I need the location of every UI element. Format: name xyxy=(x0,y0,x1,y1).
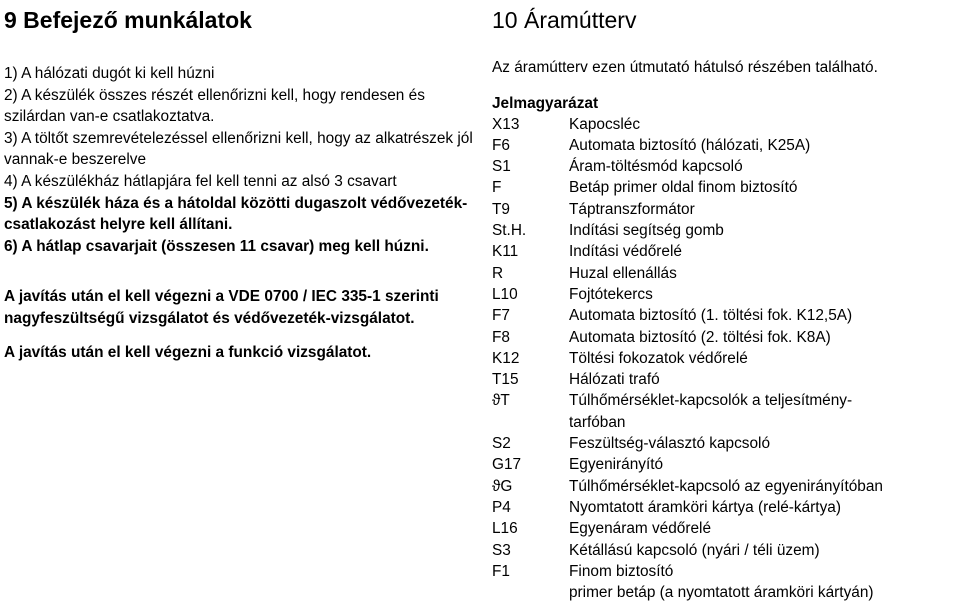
legend-description-line: Betáp primer oldal finom biztosító xyxy=(569,179,798,197)
legend-code: ϑT xyxy=(492,392,510,410)
legend-description-line: Huzal ellenállás xyxy=(569,264,677,282)
legend-row xyxy=(492,305,960,326)
legend-code: F xyxy=(492,179,502,197)
finishing-work-section xyxy=(4,0,474,363)
legend-code: ϑG xyxy=(492,477,513,495)
legend-code: K11 xyxy=(492,243,519,261)
legend-description xyxy=(569,177,960,198)
legend-row xyxy=(492,433,960,454)
legend-description xyxy=(569,305,960,326)
legend-code: P4 xyxy=(492,498,511,516)
legend-row xyxy=(492,327,960,348)
legend-row xyxy=(492,348,960,369)
legend-row xyxy=(492,561,960,604)
legend-row xyxy=(492,284,960,305)
legend-description xyxy=(569,497,960,518)
legend-description xyxy=(569,199,960,220)
legend-description xyxy=(569,540,960,561)
legend-code: K12 xyxy=(492,349,520,367)
legend-description-line: Egyenirányító xyxy=(569,456,664,474)
legend-description-line: Egyenáram védőrelé xyxy=(569,520,712,538)
legend-description xyxy=(569,114,960,135)
legend-row xyxy=(492,390,960,433)
legend-description xyxy=(569,284,960,305)
legend-description-line: Fojtótekercs xyxy=(569,285,653,303)
legend-description-line: Töltési fokozatok védőrelé xyxy=(569,349,748,367)
legend-description-line: Automata biztosító (1. töltési fok. K12,5A) xyxy=(569,307,853,325)
legend-code: L10 xyxy=(492,285,518,303)
legend-row xyxy=(492,369,960,390)
legend-code: S2 xyxy=(492,435,511,453)
step-1: 1) A hálózati dugót ki kell húzni xyxy=(4,65,215,82)
legend-row xyxy=(492,114,960,135)
legend-code: S1 xyxy=(492,158,511,176)
section-title-finishing-work: 9 Befejező munkálatok xyxy=(4,7,252,33)
legend-description xyxy=(569,263,960,284)
legend-description xyxy=(569,241,960,262)
legend-row xyxy=(492,241,960,262)
step-6: 6) A hátlap csavarjait (összesen 11 csavar) meg kell húzni. xyxy=(4,237,429,255)
legend-row xyxy=(492,135,960,156)
legend-code: S3 xyxy=(492,541,511,559)
legend-description-line: Indítási segítség gomb xyxy=(569,222,724,240)
legend-description-line: Túlhőmérséklet-kapcsolók a teljesítmény- xyxy=(569,392,853,410)
step-3: 3) A töltőt szemrevételezéssel ellenőrizni kell, hogy az alkatrészek jól vannak-e beszerelve xyxy=(4,129,473,169)
legend-row xyxy=(492,199,960,220)
legend-description xyxy=(569,348,960,369)
legend-code: St.H. xyxy=(492,222,527,240)
legend-row xyxy=(492,476,960,497)
step-5: 5) A készülék háza és a hátoldal közötti dugaszolt védővezeték-csatlakozást helyre kell állítani. xyxy=(4,194,468,234)
function-test-note: A javítás után el kell végezni a funkció vizsgálatot. xyxy=(4,343,372,361)
step-4: 4) A készülékház hátlapjára fel kell tenni az alsó 3 csavart xyxy=(4,172,397,190)
legend-description-line: Áram-töltésmód kapcsoló xyxy=(569,158,743,176)
legend-description-line: Nyomtatott áramköri kártya (relé-kártya) xyxy=(569,498,841,516)
legend-description-line: primer betáp (a nyomtatott áramköri kártyán) xyxy=(569,584,874,602)
legend-row xyxy=(492,540,960,561)
legend-row xyxy=(492,263,960,284)
legend-description-line: Finom biztosító xyxy=(569,562,674,580)
legend-description-line: Feszültség-választó kapcsoló xyxy=(569,435,771,453)
legend-code: F6 xyxy=(492,136,510,154)
finishing-steps-list xyxy=(4,63,474,257)
step-2: 2) A készülék összes részét ellenőrizni kell, hogy rendesen és szilárdan van-e csatlakoztatva. xyxy=(4,86,425,126)
legend-description-line: Kapocsléc xyxy=(569,115,641,133)
legend-row xyxy=(492,177,960,198)
legend-code: F7 xyxy=(492,307,510,325)
legend-row xyxy=(492,156,960,177)
legend-code: F8 xyxy=(492,328,510,346)
legend-code: T15 xyxy=(492,371,519,389)
legend-description xyxy=(569,518,960,539)
section-title-circuit-diagram: 10 Áramútterv xyxy=(492,7,637,33)
legend-description-line: Táptranszformátor xyxy=(569,200,695,218)
legend-code: L16 xyxy=(492,520,518,538)
legend-description-line: Kétállású kapcsoló (nyári / téli üzem) xyxy=(569,541,820,559)
circuit-diagram-section xyxy=(492,0,960,603)
legend-description-line: Hálózati trafó xyxy=(569,371,660,389)
legend-code: F1 xyxy=(492,562,510,580)
high-voltage-test-note: A javítás után el kell végezni a VDE 0700 / IEC 335-1 szerinti nagyfeszültségű vizsgálatot és védővezeték-vizsgálatot. xyxy=(4,288,439,327)
legend-row xyxy=(492,220,960,241)
legend-description xyxy=(569,390,960,433)
legend-description xyxy=(569,369,960,390)
legend-heading: Jelmagyarázat xyxy=(492,94,599,112)
circuit-diagram-intro: Az áramútterv ezen útmutató hátulsó részében található. xyxy=(492,59,878,76)
legend-description-line: Túlhőmérséklet-kapcsoló az egyenirányítóban xyxy=(569,477,883,495)
legend-description xyxy=(569,454,960,475)
legend-description xyxy=(569,327,960,348)
legend-code: R xyxy=(492,264,504,282)
legend-row xyxy=(492,497,960,518)
legend-description-line: Indítási védőrelé xyxy=(569,243,682,261)
legend-description-line: Automata biztosító (2. töltési fok. K8A) xyxy=(569,328,831,346)
legend-row xyxy=(492,454,960,475)
legend-list xyxy=(492,114,960,604)
legend-description xyxy=(569,135,960,156)
legend-row xyxy=(492,518,960,539)
legend-code: G17 xyxy=(492,456,522,474)
legend-description xyxy=(569,561,960,604)
legend-description xyxy=(569,220,960,241)
legend-description xyxy=(569,476,960,497)
legend-code: X13 xyxy=(492,115,520,133)
legend-description-line: Automata biztosító (hálózati, K25A) xyxy=(569,136,811,154)
legend-code: T9 xyxy=(492,200,510,218)
legend-description xyxy=(569,433,960,454)
legend-description-line: tarfóban xyxy=(569,413,626,431)
legend-description xyxy=(569,156,960,177)
